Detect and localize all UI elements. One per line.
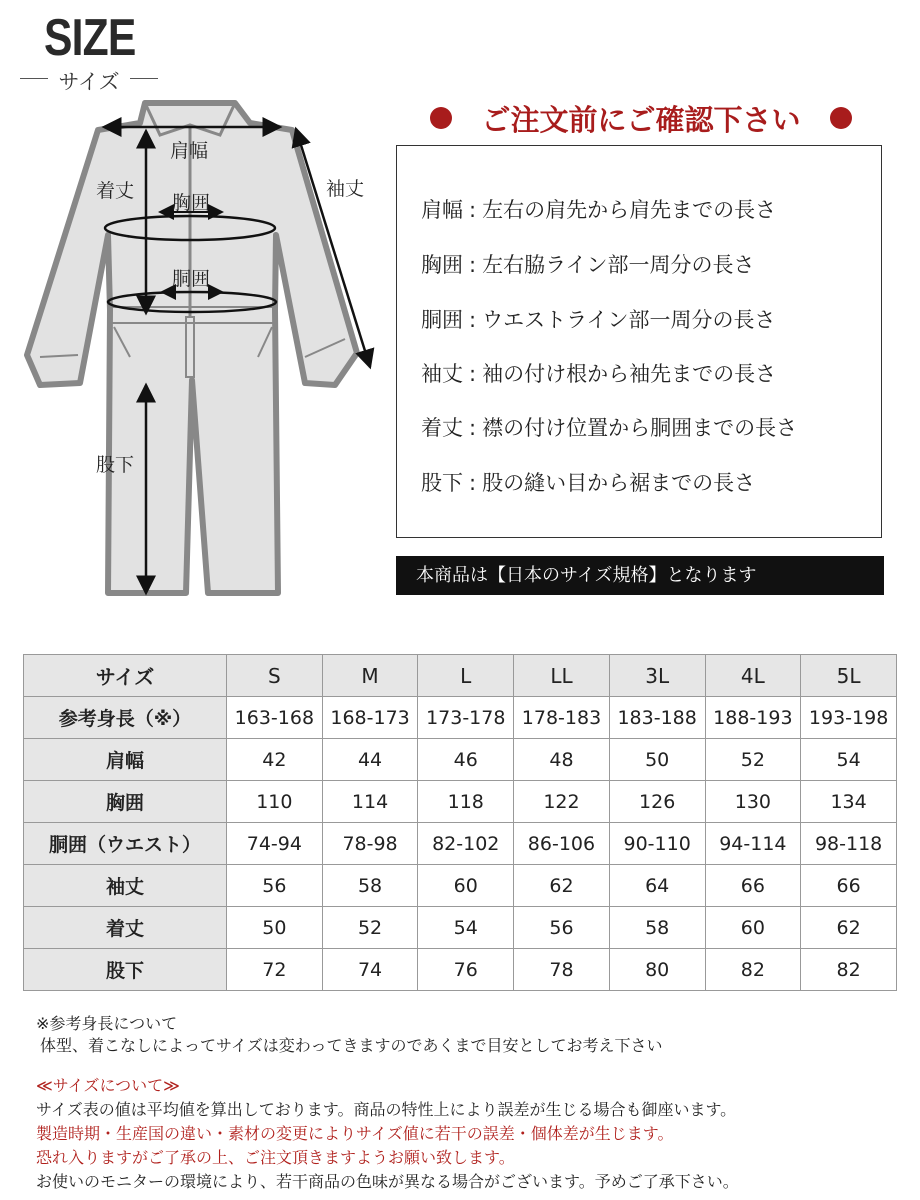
table-cell: 183-188: [609, 697, 705, 739]
size-table: [23, 654, 897, 991]
table-row: [24, 823, 897, 865]
table-cell: 58: [322, 865, 418, 907]
row-label: 肩幅: [24, 739, 227, 781]
table-cell: 82: [801, 949, 897, 991]
size-column-header: 4L: [705, 655, 801, 697]
red-dot-icon: [830, 107, 852, 129]
table-row: [24, 739, 897, 781]
definition-sep: :: [469, 253, 477, 277]
size-note-line: 恐れ入りますがご了承の上、ご注文頂きますようお願い致します。: [36, 1148, 515, 1167]
definition-term: 股下: [421, 471, 463, 495]
definition-term: 肩幅: [421, 198, 463, 222]
table-cell: 56: [227, 865, 323, 907]
size-column-header: LL: [514, 655, 610, 697]
row-label: 着丈: [24, 907, 227, 949]
table-cell: 64: [609, 865, 705, 907]
definition-term: 胸囲: [421, 253, 463, 277]
definition-desc: 襟の付け位置から胴囲までの長さ: [482, 416, 798, 440]
definition-row: [421, 412, 797, 442]
definition-desc: 袖の付け根から袖先までの長さ: [482, 362, 777, 386]
table-cell: 86-106: [514, 823, 610, 865]
definition-desc: ウエストライン部一周分の長さ: [482, 308, 776, 332]
table-cell: 82-102: [418, 823, 514, 865]
figure-label-sleeve: 袖丈: [326, 178, 365, 200]
size-column-header: 3L: [609, 655, 705, 697]
table-cell: 134: [801, 781, 897, 823]
table-cell: 193-198: [801, 697, 897, 739]
table-cell: 60: [705, 907, 801, 949]
table-cell: 90-110: [609, 823, 705, 865]
definition-sep: :: [469, 471, 477, 495]
definition-row: [421, 249, 754, 279]
table-cell: 56: [514, 907, 610, 949]
table-cell: 78-98: [322, 823, 418, 865]
figure-label-inseam: 股下: [96, 454, 135, 476]
definition-sep: :: [469, 308, 477, 332]
table-cell: 173-178: [418, 697, 514, 739]
size-note-line: サイズ表の値は平均値を算出しております。商品の特性上により誤差が生じる場合も御座います。: [36, 1100, 737, 1119]
table-cell: 178-183: [514, 697, 610, 739]
table-cell: 52: [705, 739, 801, 781]
table-cell: 54: [801, 739, 897, 781]
row-label: 胸囲: [24, 781, 227, 823]
definition-sep: :: [469, 198, 477, 222]
table-cell: 54: [418, 907, 514, 949]
table-cell: 78: [514, 949, 610, 991]
definition-desc: 左右脇ライン部一周分の長さ: [482, 253, 755, 277]
table-cell: 58: [609, 907, 705, 949]
table-header-row: [24, 655, 897, 697]
table-cell: 188-193: [705, 697, 801, 739]
definition-row: [421, 467, 755, 497]
definition-desc: 股の縫い目から裾までの長さ: [482, 471, 756, 495]
table-cell: 118: [418, 781, 514, 823]
row-label: 参考身長（※）: [24, 697, 227, 739]
height-note-title: ※参考身長について: [36, 1014, 178, 1033]
size-note-title: ≪サイズについて≫: [36, 1076, 180, 1095]
figure-label-chest: 胸囲: [172, 192, 211, 214]
table-cell: 66: [801, 865, 897, 907]
table-cell: 82: [705, 949, 801, 991]
row-label: 股下: [24, 949, 227, 991]
notice-heading: [426, 98, 856, 138]
definition-term: 胴囲: [421, 308, 463, 332]
definition-row: [421, 194, 776, 224]
table-cell: 62: [801, 907, 897, 949]
table-cell: 94-114: [705, 823, 801, 865]
row-label: 胴囲（ウエスト）: [24, 823, 227, 865]
table-row: [24, 865, 897, 907]
jp-size-standard-banner: 本商品は【日本のサイズ規格】となります: [396, 556, 884, 595]
row-label: 袖丈: [24, 865, 227, 907]
definition-term: 袖丈: [421, 362, 463, 386]
table-cell: 66: [705, 865, 801, 907]
size-subtitle-text: サイズ: [58, 70, 120, 94]
red-dot-icon: [430, 107, 452, 129]
size-note-line: 製造時期・生産国の違い・素材の変更によりサイズ値に若干の誤差・個体差が生じます。: [36, 1124, 674, 1143]
size-note-line: お使いのモニターの環境により、若干商品の色味が異なる場合がございます。予めご了承下さい。: [36, 1172, 739, 1191]
table-cell: 62: [514, 865, 610, 907]
size-column-header: S: [227, 655, 323, 697]
figure-label-shoulder: 肩幅: [170, 140, 209, 162]
table-cell: 76: [418, 949, 514, 991]
table-cell: 46: [418, 739, 514, 781]
size-subtitle: [16, 64, 162, 94]
definition-sep: :: [469, 416, 477, 440]
table-cell: 50: [227, 907, 323, 949]
table-cell: 114: [322, 781, 418, 823]
size-column-header: M: [322, 655, 418, 697]
table-corner: サイズ: [24, 655, 227, 697]
table-row: [24, 781, 897, 823]
table-cell: 52: [322, 907, 418, 949]
table-cell: 42: [227, 739, 323, 781]
table-row: [24, 949, 897, 991]
figure-label-waist: 胴囲: [172, 268, 211, 290]
table-row: [24, 907, 897, 949]
table-cell: 48: [514, 739, 610, 781]
table-cell: 44: [322, 739, 418, 781]
table-cell: 72: [227, 949, 323, 991]
table-cell: 163-168: [227, 697, 323, 739]
table-cell: 98-118: [801, 823, 897, 865]
table-cell: 80: [609, 949, 705, 991]
size-title: SIZE: [44, 9, 136, 67]
size-column-header: 5L: [801, 655, 897, 697]
height-note-body: 体型、着こなしによってサイズは変わってきますのであくまで目安としてお考え下さい: [40, 1036, 663, 1055]
table-cell: 50: [609, 739, 705, 781]
table-cell: 74-94: [227, 823, 323, 865]
table-row: [24, 697, 897, 739]
definition-desc: 左右の肩先から肩先までの長さ: [482, 198, 777, 222]
definitions-box: [396, 145, 882, 538]
table-cell: 74: [322, 949, 418, 991]
size-column-header: L: [418, 655, 514, 697]
definition-row: [421, 358, 776, 388]
definition-term: 着丈: [421, 416, 463, 440]
table-cell: 168-173: [322, 697, 418, 739]
divider: [130, 78, 158, 79]
table-cell: 60: [418, 865, 514, 907]
table-cell: 130: [705, 781, 801, 823]
definition-row: [421, 304, 775, 334]
table-cell: 126: [609, 781, 705, 823]
notice-heading-text: ご注文前にご確認下さい: [481, 103, 801, 137]
coverall-illustration: [0, 95, 390, 605]
table-cell: 110: [227, 781, 323, 823]
definition-sep: :: [469, 362, 477, 386]
table-cell: 122: [514, 781, 610, 823]
figure-label-length: 着丈: [96, 180, 135, 202]
